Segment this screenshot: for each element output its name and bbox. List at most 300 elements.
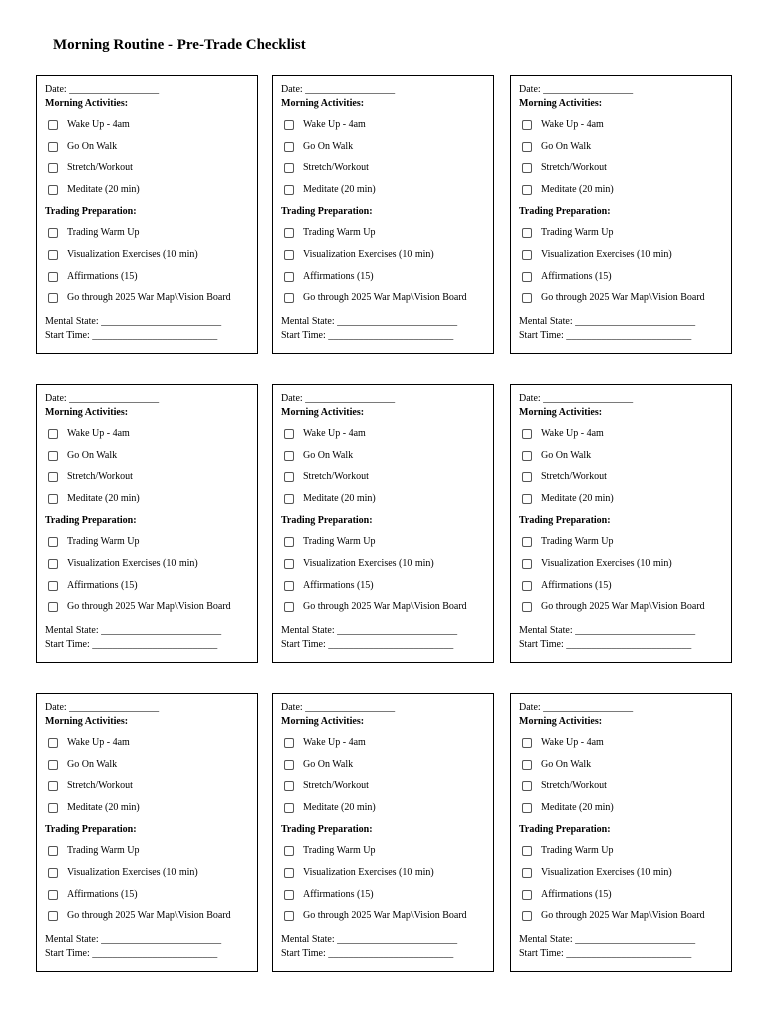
start-time-blank: _________________________ [92,948,218,960]
checkbox[interactable] [284,781,294,791]
checkbox[interactable] [284,911,294,921]
checklist-item[interactable] [281,884,493,906]
trading-preparation-heading: Trading Preparation: [519,824,611,836]
checklist-item[interactable] [45,158,257,180]
checklist-item-label: Go through 2025 War Map\Vision Board [541,910,705,922]
checkbox[interactable] [284,738,294,748]
checklist-item[interactable] [519,906,731,928]
checklist-item-label: Affirmations (15) [303,270,374,282]
checklist-item-label: Go On Walk [67,449,118,461]
mental-state-field[interactable] [519,315,731,329]
checkbox[interactable] [284,120,294,130]
checklist-item-label: Visualization Exercises (10 min) [303,866,434,878]
checklist-item-label: Affirmations (15) [67,579,138,591]
checklist-item-label: Go through 2025 War Map\Vision Board [541,601,705,613]
trading-preparation-list [45,531,257,618]
checkbox[interactable] [48,293,58,303]
checklist-item[interactable] [45,531,257,553]
checkbox[interactable] [284,228,294,238]
checkbox[interactable] [522,163,532,173]
checklist-item-label: Go On Walk [303,140,354,152]
checklist-item-label: Trading Warm Up [303,845,376,857]
checkbox[interactable] [48,429,58,439]
checkbox[interactable] [284,185,294,195]
mental-state-field[interactable] [519,933,731,947]
start-time-field[interactable] [519,329,731,343]
checklist-item[interactable] [281,423,493,445]
checkbox[interactable] [48,120,58,130]
date-field[interactable] [281,392,493,406]
checklist-item[interactable] [281,179,493,201]
mental-state-field[interactable] [281,933,493,947]
checklist-item-label: Wake Up - 4am [541,736,604,748]
checkbox[interactable] [284,602,294,612]
checklist-item[interactable] [519,553,731,575]
checkbox[interactable] [284,846,294,856]
checklist-item[interactable] [519,445,731,467]
checklist-item-label: Meditate (20 min) [303,184,376,196]
checkbox[interactable] [284,272,294,282]
checklist-item[interactable] [281,158,493,180]
checkbox[interactable] [48,846,58,856]
trading-preparation-heading: Trading Preparation: [281,206,373,218]
checklist-card [510,75,732,354]
checklist-item[interactable] [519,754,731,776]
checkbox[interactable] [284,142,294,152]
checklist-item-label: Go On Walk [541,449,592,461]
checklist-item[interactable] [519,884,731,906]
morning-activities-heading: Morning Activities: [281,716,365,727]
start-time-field[interactable] [281,947,493,961]
checklist-item-label: Visualization Exercises (10 min) [303,557,434,569]
morning-activities-list [281,423,493,510]
checklist-item-label: Trading Warm Up [67,227,140,239]
checkbox[interactable] [284,803,294,813]
start-time-label: Start Time: [281,948,326,960]
morning-activities-heading: Morning Activities: [45,98,129,109]
checklist-item-label: Affirmations (15) [541,888,612,900]
checklist-item-label: Wake Up - 4am [541,427,604,439]
checkbox[interactable] [522,185,532,195]
start-time-blank: _________________________ [92,639,218,651]
checkbox[interactable] [284,472,294,482]
start-time-field[interactable] [281,638,493,652]
checklist-item[interactable] [45,754,257,776]
date-blank: __________________ [305,393,396,404]
checklist-card [36,75,258,354]
checklist-item[interactable] [519,776,731,798]
checklist-item-label: Wake Up - 4am [67,118,130,130]
morning-activities-list [45,114,257,201]
checklist-item-label: Wake Up - 4am [67,427,130,439]
checkbox[interactable] [284,581,294,591]
checklist-item[interactable] [519,797,731,819]
checklist-item-label: Meditate (20 min) [303,493,376,505]
date-blank: __________________ [543,393,634,404]
checkbox[interactable] [48,781,58,791]
morning-activities-heading: Morning Activities: [281,407,365,418]
checklist-item-label: Go On Walk [541,140,592,152]
checkbox[interactable] [284,250,294,260]
checkbox[interactable] [522,272,532,282]
mental-state-label: Mental State: [519,316,573,328]
checklist-item[interactable] [281,797,493,819]
checklist-item[interactable] [45,776,257,798]
checkbox[interactable] [522,890,532,900]
checklist-item-label: Stretch/Workout [67,471,133,483]
checkbox[interactable] [522,120,532,130]
checkbox[interactable] [522,803,532,813]
checklist-item-label: Affirmations (15) [67,888,138,900]
checklist-item[interactable] [281,906,493,928]
start-time-blank: _________________________ [566,330,692,342]
checklist-card [510,693,732,972]
date-field[interactable] [281,83,493,97]
mental-state-label: Mental State: [519,625,573,637]
checklist-item[interactable] [45,840,257,862]
start-time-field[interactable] [45,947,257,961]
checklist-item-label: Go On Walk [303,758,354,770]
checkbox[interactable] [522,559,532,569]
checklist-item[interactable] [45,732,257,754]
checklist-item[interactable] [281,840,493,862]
checklist-item-label: Go through 2025 War Map\Vision Board [67,292,231,304]
morning-activities-heading: Morning Activities: [45,407,129,418]
checkbox[interactable] [284,293,294,303]
checklist-item[interactable] [45,553,257,575]
start-time-field[interactable] [45,329,257,343]
checklist-item-label: Go through 2025 War Map\Vision Board [67,910,231,922]
start-time-field[interactable] [519,638,731,652]
checklist-item-label: Stretch/Workout [67,162,133,174]
checkbox[interactable] [522,781,532,791]
checklist-item[interactable] [281,575,493,597]
checkbox[interactable] [48,451,58,461]
morning-activities-list [45,732,257,819]
start-time-label: Start Time: [281,330,326,342]
checklist-item[interactable] [45,797,257,819]
date-label: Date: [45,84,67,95]
checklist-item-label: Trading Warm Up [541,845,614,857]
checkbox[interactable] [522,142,532,152]
checklist-item[interactable] [45,179,257,201]
checkbox[interactable] [284,494,294,504]
checkbox[interactable] [48,228,58,238]
morning-activities-list [45,423,257,510]
mental-state-label: Mental State: [281,316,335,328]
checklist-item-label: Meditate (20 min) [541,184,614,196]
checkbox[interactable] [48,738,58,748]
checkbox[interactable] [48,581,58,591]
morning-activities-heading: Morning Activities: [519,98,603,109]
checklist-item[interactable] [519,531,731,553]
checklist-item[interactable] [281,136,493,158]
checklist-item-label: Trading Warm Up [303,536,376,548]
checklist-item-label: Wake Up - 4am [303,427,366,439]
checklist-item-label: Trading Warm Up [67,845,140,857]
checklist-item-label: Stretch/Workout [303,780,369,792]
checkbox[interactable] [48,142,58,152]
checklist-item[interactable] [519,179,731,201]
checklist-item-label: Stretch/Workout [303,162,369,174]
checklist-item-label: Go On Walk [541,758,592,770]
checklist-item-label: Meditate (20 min) [541,493,614,505]
start-time-blank: _________________________ [328,639,454,651]
checkbox[interactable] [284,537,294,547]
checklist-item[interactable] [281,531,493,553]
checklist-item[interactable] [281,114,493,136]
checkbox[interactable] [48,602,58,612]
checkbox[interactable] [48,537,58,547]
checkbox[interactable] [522,581,532,591]
checklist-item[interactable] [281,488,493,510]
checkbox[interactable] [522,451,532,461]
trading-preparation-list [45,840,257,927]
mental-state-blank: ________________________ [101,316,222,328]
checkbox[interactable] [522,868,532,878]
morning-activities-list [519,114,731,201]
checkbox[interactable] [522,250,532,260]
mental-state-blank: ________________________ [337,625,458,637]
page-title: Morning Routine - Pre-Trade Checklist [53,37,306,53]
checklist-item[interactable] [281,776,493,798]
date-label: Date: [519,84,541,95]
checkbox[interactable] [522,602,532,612]
checklist-item[interactable] [519,288,731,310]
checkbox[interactable] [48,559,58,569]
checklist-item[interactable] [281,467,493,489]
checkbox[interactable] [522,738,532,748]
trading-preparation-list [45,222,257,309]
mental-state-label: Mental State: [281,625,335,637]
checklist-item[interactable] [45,467,257,489]
checkbox[interactable] [284,429,294,439]
checklist-item-label: Visualization Exercises (10 min) [67,866,198,878]
start-time-field[interactable] [45,638,257,652]
morning-activities-list [281,732,493,819]
trading-preparation-heading: Trading Preparation: [519,206,611,218]
checklist-item[interactable] [519,575,731,597]
date-field[interactable] [45,392,257,406]
checkbox[interactable] [284,760,294,770]
checklist-item[interactable] [281,597,493,619]
date-blank: __________________ [543,702,634,713]
checkbox[interactable] [522,293,532,303]
checklist-item-label: Go On Walk [67,140,118,152]
checklist-item-label: Go On Walk [303,449,354,461]
mental-state-blank: ________________________ [575,934,696,946]
checklist-item[interactable] [519,732,731,754]
checkbox[interactable] [522,846,532,856]
checkbox[interactable] [284,868,294,878]
checklist-item[interactable] [281,222,493,244]
mental-state-field[interactable] [281,624,493,638]
checklist-item-label: Trading Warm Up [303,227,376,239]
checkbox[interactable] [522,472,532,482]
start-time-field[interactable] [281,329,493,343]
checkbox[interactable] [522,429,532,439]
checklist-item-label: Meditate (20 min) [67,493,140,505]
checkbox[interactable] [48,250,58,260]
checkbox[interactable] [48,494,58,504]
checklist-item-label: Affirmations (15) [541,579,612,591]
checkbox[interactable] [284,890,294,900]
checklist-item[interactable] [45,288,257,310]
checklist-item[interactable] [519,488,731,510]
checklist-item[interactable] [281,553,493,575]
checkbox[interactable] [284,163,294,173]
checkbox[interactable] [48,472,58,482]
checklist-item-label: Go through 2025 War Map\Vision Board [67,601,231,613]
date-blank: __________________ [69,393,160,404]
date-field[interactable] [519,701,731,715]
checklist-item-label: Visualization Exercises (10 min) [303,248,434,260]
checklist-item[interactable] [45,114,257,136]
date-field[interactable] [281,701,493,715]
checklist-item[interactable] [519,840,731,862]
checklist-item[interactable] [45,597,257,619]
checkbox[interactable] [522,760,532,770]
checklist-item[interactable] [45,488,257,510]
checklist-item[interactable] [519,136,731,158]
checklist-item[interactable] [519,467,731,489]
checkbox[interactable] [522,537,532,547]
checklist-item-label: Wake Up - 4am [67,736,130,748]
checklist-item[interactable] [45,906,257,928]
checkbox[interactable] [48,911,58,921]
date-blank: __________________ [305,84,396,95]
mental-state-label: Mental State: [45,934,99,946]
mental-state-field[interactable] [281,315,493,329]
start-time-field[interactable] [519,947,731,961]
checklist-item-label: Wake Up - 4am [303,736,366,748]
checklist-item[interactable] [45,884,257,906]
morning-activities-list [519,423,731,510]
mental-state-field[interactable] [45,315,257,329]
checklist-item[interactable] [45,222,257,244]
checklist-item[interactable] [45,862,257,884]
checklist-item[interactable] [281,445,493,467]
checkbox[interactable] [48,272,58,282]
checkbox[interactable] [48,163,58,173]
morning-activities-list [519,732,731,819]
checklist-item-label: Affirmations (15) [541,270,612,282]
mental-state-field[interactable] [519,624,731,638]
date-field[interactable] [519,392,731,406]
checkbox[interactable] [522,911,532,921]
checkbox[interactable] [522,228,532,238]
date-blank: __________________ [305,702,396,713]
checklist-item-label: Trading Warm Up [67,536,140,548]
date-field[interactable] [519,83,731,97]
mental-state-label: Mental State: [45,316,99,328]
mental-state-label: Mental State: [281,934,335,946]
mental-state-blank: ________________________ [101,934,222,946]
mental-state-label: Mental State: [45,625,99,637]
trading-preparation-heading: Trading Preparation: [281,824,373,836]
checklist-item-label: Stretch/Workout [303,471,369,483]
trading-preparation-heading: Trading Preparation: [281,515,373,527]
checklist-item[interactable] [281,862,493,884]
start-time-label: Start Time: [519,639,564,651]
date-blank: __________________ [69,702,160,713]
checklist-item[interactable] [519,244,731,266]
checklist-item[interactable] [519,114,731,136]
checklist-item-label: Meditate (20 min) [67,184,140,196]
checkbox[interactable] [48,803,58,813]
checkbox[interactable] [48,890,58,900]
start-time-label: Start Time: [45,639,90,651]
date-label: Date: [45,702,67,713]
checklist-item[interactable] [519,423,731,445]
checklist-item[interactable] [281,754,493,776]
checklist-item-label: Visualization Exercises (10 min) [67,557,198,569]
trading-preparation-heading: Trading Preparation: [45,206,137,218]
checklist-item[interactable] [281,288,493,310]
checklist-item-label: Wake Up - 4am [541,118,604,130]
morning-activities-heading: Morning Activities: [519,407,603,418]
checklist-item-label: Trading Warm Up [541,227,614,239]
morning-activities-heading: Morning Activities: [281,98,365,109]
checklist-item-label: Go through 2025 War Map\Vision Board [303,601,467,613]
trading-preparation-list [281,531,493,618]
checklist-item[interactable] [45,266,257,288]
date-field[interactable] [45,83,257,97]
start-time-label: Start Time: [281,639,326,651]
checklist-item[interactable] [519,266,731,288]
checklist-item[interactable] [519,222,731,244]
checklist-item[interactable] [45,423,257,445]
checklist-item[interactable] [45,244,257,266]
checklist-card [272,384,494,663]
checklist-item[interactable] [281,732,493,754]
checkbox[interactable] [48,760,58,770]
checklist-item-label: Trading Warm Up [541,536,614,548]
checklist-item[interactable] [519,862,731,884]
checklist-item[interactable] [281,244,493,266]
start-time-blank: _________________________ [566,948,692,960]
trading-preparation-list [519,222,731,309]
start-time-blank: _________________________ [328,948,454,960]
checkbox[interactable] [48,868,58,878]
checkbox[interactable] [284,559,294,569]
checklist-item[interactable] [519,597,731,619]
mental-state-field[interactable] [45,624,257,638]
date-label: Date: [281,84,303,95]
checklist-item-label: Meditate (20 min) [541,802,614,814]
checklist-item-label: Meditate (20 min) [67,802,140,814]
checkbox[interactable] [284,451,294,461]
checkbox[interactable] [48,185,58,195]
mental-state-field[interactable] [45,933,257,947]
trading-preparation-heading: Trading Preparation: [45,824,137,836]
checklist-item[interactable] [45,575,257,597]
checklist-item[interactable] [45,136,257,158]
trading-preparation-list [281,840,493,927]
mental-state-blank: ________________________ [337,316,458,328]
start-time-label: Start Time: [519,330,564,342]
date-field[interactable] [45,701,257,715]
trading-preparation-heading: Trading Preparation: [45,515,137,527]
checkbox[interactable] [522,494,532,504]
date-label: Date: [281,393,303,404]
morning-activities-heading: Morning Activities: [45,716,129,727]
checklist-item-label: Visualization Exercises (10 min) [541,248,672,260]
checklist-item[interactable] [281,266,493,288]
checklist-item[interactable] [519,158,731,180]
mental-state-blank: ________________________ [575,316,696,328]
checklist-item[interactable] [45,445,257,467]
